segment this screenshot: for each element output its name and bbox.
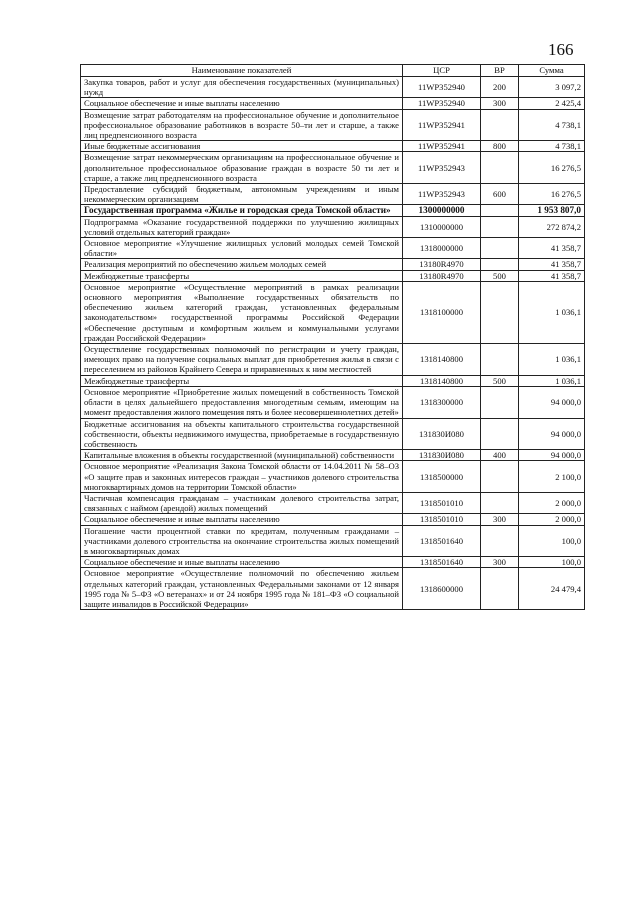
table-row (81, 184, 585, 205)
table-row (81, 461, 585, 493)
row-sum: 1 036,1 (519, 344, 585, 376)
row-sum: 94 000,0 (519, 386, 585, 418)
row-csr: 1310000000 (403, 216, 481, 237)
row-csr: 1318501010 (403, 492, 481, 513)
row-name: Основное мероприятие «Улучшение жилищных условий молодых семей Томской области» (81, 238, 403, 259)
row-name: Социальное обеспечение и иные выплаты населению (81, 514, 403, 525)
row-name: Предоставление субсидий бюджетным, автономным учреждениям и иным некоммерческим организациям (81, 184, 403, 205)
table-row (81, 492, 585, 513)
row-vr (481, 492, 519, 513)
row-name: Погашение части процентной ставки по кредитам, полученным гражданами – участниками долевого строительства на окончание строительства жилых помещений в многоквартирных домах (81, 525, 403, 557)
row-name: Основное мероприятие «Осуществление полномочий по обеспечению жильем отдельных категорий граждан, установленных Федеральными законами от 12 января 1995 года № 5–ФЗ «О ветеранах» и от 24 ноября 1995 года № 181–ФЗ «О социальной защите инвалидов в Российской Федерации» (81, 568, 403, 610)
row-name: Возмещение затрат некоммерческим организациям на профессиональное обучение и дополнительное профессиональное образование граждан в возрасте 50 ти лет и старше, а также лиц предпенсионного возраста (81, 152, 403, 184)
row-vr (481, 386, 519, 418)
row-sum: 1 953 807,0 (519, 205, 585, 216)
row-name: Возмещение затрат работодателям на профессиональное обучение и дополнительное профессиональное образование работников в возрасте 50–ти лет и старше, а также лиц предпенсионного возраста (81, 109, 403, 141)
row-name: Основное мероприятие «Осуществление мероприятий в рамках реализации основного мероприятия «Выполнение государственных обязательств по обеспечению жильем категорий граждан, установленных федеральным законодательством» государственной программы Российской Федерации «Обеспечение доступным и комфортным жильем и коммунальными услугами граждан Российской Федерации» (81, 281, 403, 343)
row-sum: 1 036,1 (519, 281, 585, 343)
table-row (81, 205, 585, 216)
table-row (81, 141, 585, 152)
row-csr: 1300000000 (403, 205, 481, 216)
table-row (81, 386, 585, 418)
header-name: Наименование показателей (81, 65, 403, 77)
row-vr: 500 (481, 375, 519, 386)
row-sum: 100,0 (519, 525, 585, 557)
row-csr: 1318600000 (403, 568, 481, 610)
row-vr: 800 (481, 141, 519, 152)
row-name: Подпрограмма «Оказание государственной поддержки по улучшению жилищных условий отдельных категорий граждан» (81, 216, 403, 237)
row-csr: 11WP352941 (403, 141, 481, 152)
row-vr: 400 (481, 450, 519, 461)
row-csr: 11WP352943 (403, 184, 481, 205)
row-vr (481, 216, 519, 237)
table-header-row (81, 65, 585, 77)
table-row (81, 514, 585, 525)
table-row (81, 344, 585, 376)
table-row (81, 259, 585, 270)
row-sum: 2 425,4 (519, 98, 585, 109)
row-vr: 200 (481, 77, 519, 98)
row-vr (481, 205, 519, 216)
row-csr: 11WP352943 (403, 152, 481, 184)
row-vr (481, 238, 519, 259)
row-name: Бюджетные ассигнования на объекты капитального строительства государственной собственности, объекты недвижимого имущества, приобретаемые в государственную собственность (81, 418, 403, 450)
row-vr: 500 (481, 270, 519, 281)
budget-table (80, 64, 585, 610)
row-csr: 1318300000 (403, 386, 481, 418)
table-row (81, 281, 585, 343)
row-csr: 1318140800 (403, 375, 481, 386)
row-sum: 2 000,0 (519, 492, 585, 513)
row-vr (481, 152, 519, 184)
row-sum: 41 358,7 (519, 270, 585, 281)
table-row (81, 77, 585, 98)
row-sum: 100,0 (519, 557, 585, 568)
table-row (81, 216, 585, 237)
row-sum: 2 100,0 (519, 461, 585, 493)
row-sum: 2 000,0 (519, 514, 585, 525)
table-row (81, 418, 585, 450)
row-vr (481, 281, 519, 343)
row-name: Капитальные вложения в объекты государственной (муниципальной) собственности (81, 450, 403, 461)
row-csr: 1318501640 (403, 525, 481, 557)
row-sum: 41 358,7 (519, 259, 585, 270)
row-vr: 300 (481, 557, 519, 568)
row-name: Закупка товаров, работ и услуг для обеспечения государственных (муниципальных) нужд (81, 77, 403, 98)
table-row (81, 525, 585, 557)
row-csr: 11WP352940 (403, 98, 481, 109)
row-name: Социальное обеспечение и иные выплаты населению (81, 98, 403, 109)
row-name: Основное мероприятие «Приобретение жилых помещений в собственность Томской области в целях дальнейшего предоставления многодетным семьям, имеющим на момент предоставления жилого помещения пять и более несовершеннолетних детей» (81, 386, 403, 418)
row-sum: 3 097,2 (519, 77, 585, 98)
row-sum: 16 276,5 (519, 152, 585, 184)
row-name: Реализация мероприятий по обеспечению жильем молодых семей (81, 259, 403, 270)
row-name: Межбюджетные трансферты (81, 270, 403, 281)
row-vr: 300 (481, 98, 519, 109)
row-vr: 600 (481, 184, 519, 205)
row-csr: 11WP352940 (403, 77, 481, 98)
row-sum: 41 358,7 (519, 238, 585, 259)
row-sum: 4 738,1 (519, 141, 585, 152)
row-sum: 94 000,0 (519, 450, 585, 461)
row-name: Осуществление государственных полномочий по регистрации и учету граждан, имеющих право на получение социальных выплат для приобретения жилья в связи с переселением из районов Крайнего Севера и приравненных к ним местностей (81, 344, 403, 376)
row-vr: 300 (481, 514, 519, 525)
row-csr: 1318501640 (403, 557, 481, 568)
row-vr (481, 344, 519, 376)
row-csr: 1318501010 (403, 514, 481, 525)
row-sum: 94 000,0 (519, 418, 585, 450)
row-csr: 131830И080 (403, 450, 481, 461)
table-row (81, 238, 585, 259)
row-vr (481, 109, 519, 141)
row-csr: 1318000000 (403, 238, 481, 259)
row-sum: 272 874,2 (519, 216, 585, 237)
table-row (81, 375, 585, 386)
table-row (81, 557, 585, 568)
page-number: 166 (548, 40, 574, 59)
table-row (81, 98, 585, 109)
table-row (81, 152, 585, 184)
row-name: Социальное обеспечение и иные выплаты населению (81, 557, 403, 568)
table-row (81, 109, 585, 141)
header-csr: ЦСР (403, 65, 481, 77)
row-sum: 4 738,1 (519, 109, 585, 141)
row-csr: 1318140800 (403, 344, 481, 376)
row-csr: 11WP352941 (403, 109, 481, 141)
row-csr: 1318100000 (403, 281, 481, 343)
row-name: Иные бюджетные ассигнования (81, 141, 403, 152)
row-sum: 16 276,5 (519, 184, 585, 205)
header-sum: Сумма (519, 65, 585, 77)
row-sum: 24 479,4 (519, 568, 585, 610)
table-row (81, 270, 585, 281)
row-name: Государственная программа «Жилье и городская среда Томской области» (81, 205, 403, 216)
row-vr (481, 418, 519, 450)
row-csr: 131830И080 (403, 418, 481, 450)
row-vr (481, 259, 519, 270)
row-csr: 13180R4970 (403, 270, 481, 281)
header-vr: ВР (481, 65, 519, 77)
row-vr (481, 568, 519, 610)
row-csr: 13180R4970 (403, 259, 481, 270)
row-name: Основное мероприятие «Реализация Закона Томской области от 14.04.2011 № 58–ОЗ «О защите прав и законных интересов граждан – участников долевого строительства многоквартирных домов на территории Томской области» (81, 461, 403, 493)
row-name: Частичная компенсация гражданам – участникам долевого строительства затрат, связанных с наймом (арендой) жилых помещений (81, 492, 403, 513)
table-row (81, 568, 585, 610)
row-csr: 1318500000 (403, 461, 481, 493)
row-sum: 1 036,1 (519, 375, 585, 386)
row-vr (481, 461, 519, 493)
row-name: Межбюджетные трансферты (81, 375, 403, 386)
row-vr (481, 525, 519, 557)
table-row (81, 450, 585, 461)
